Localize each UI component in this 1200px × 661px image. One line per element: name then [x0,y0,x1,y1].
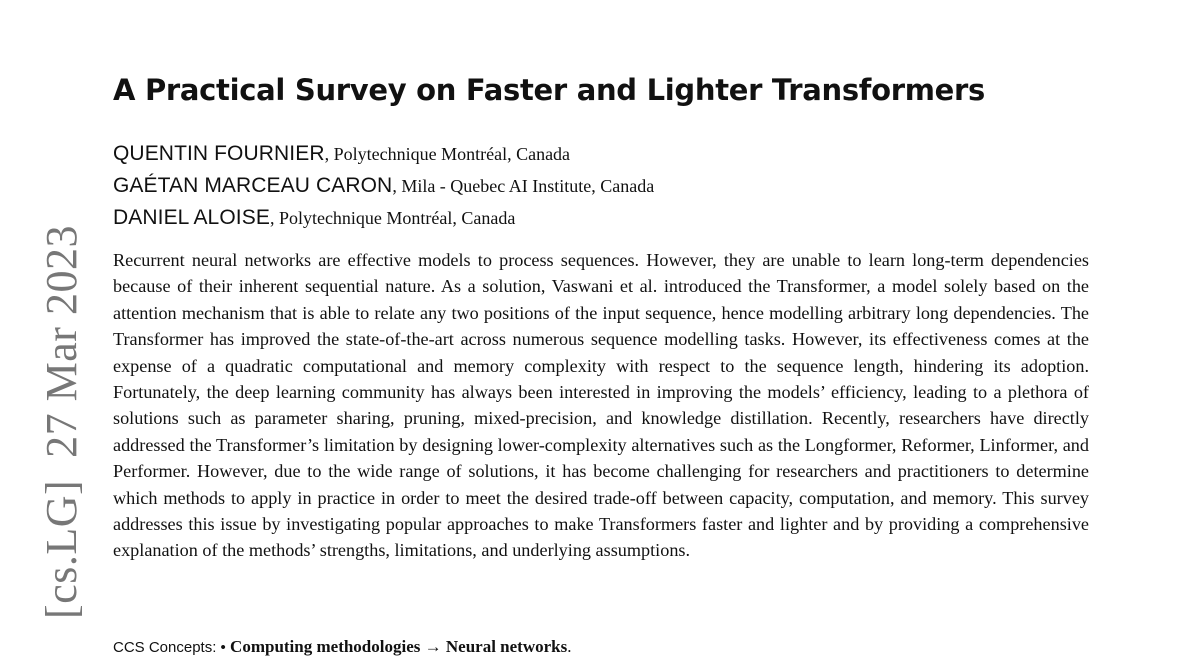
paper-title: A Practical Survey on Faster and Lighter Transformers [113,73,985,107]
author-entry [113,202,1093,234]
author-name: DANIEL ALOISE [113,206,270,229]
author-list [113,138,1093,234]
author-name: GAÉTAN MARCEAU CARON [113,174,393,197]
ccs-primary: Computing methodologies [230,637,421,656]
abstract: Recurrent neural networks are effective models to process sequences. However, they are unable to learn long-term dependencies because of their inherent sequential nature. As a solution, Vaswani et al. introduced the Transformer, a model solely based on the attention mechanism that is able to relate any two positions of the input sequence, hence modelling arbitrary long dependencies. The Transformer has improved the state-of-the-art across numerous sequence modelling tasks. However, its effectiveness comes at the expense of a quadratic computational and memory complexity with respect to the sequence length, hindering its adoption. Fortunately, the deep learning community has always been interested in improving the models’ efficiency, leading to a plethora of solutions such as parameter sharing, pruning, mixed-precision, and knowledge distillation. Recently, researchers have directly addressed the Transformer’s limitation by designing lower-complexity alternatives such as the Longformer, Reformer, Linformer, and Performer. However, due to the wide range of solutions, it has become challenging for researchers and practitioners to determine which methods to apply in practice in order to meet the desired trade-off between capacity, computation, and memory. This survey addresses this issue by investigating popular approaches to make Transformers faster and lighter and by providing a comprehensive explanation of the methods’ strengths, limitations, and underlying assumptions. [113,250,1089,561]
ccs-arrow: → [420,637,446,656]
arxiv-date: 27 Mar 2023 [37,225,87,458]
author-entry [113,170,1093,202]
ccs-secondary: Neural networks [445,637,568,656]
author-affiliation: , Polytechnique Montréal, Canada [324,144,571,164]
ccs-end: . [567,637,572,656]
arxiv-stamp [36,206,88,638]
author-affiliation: , Mila - Quebec AI Institute, Canada [392,176,655,196]
author-entry [113,138,1093,170]
ccs-label: CCS Concepts: • [113,639,226,656]
author-affiliation: , Polytechnique Montréal, Canada [269,208,516,228]
arxiv-category: [cs.LG] [37,479,87,619]
author-name: QUENTIN FOURNIER [113,142,325,165]
